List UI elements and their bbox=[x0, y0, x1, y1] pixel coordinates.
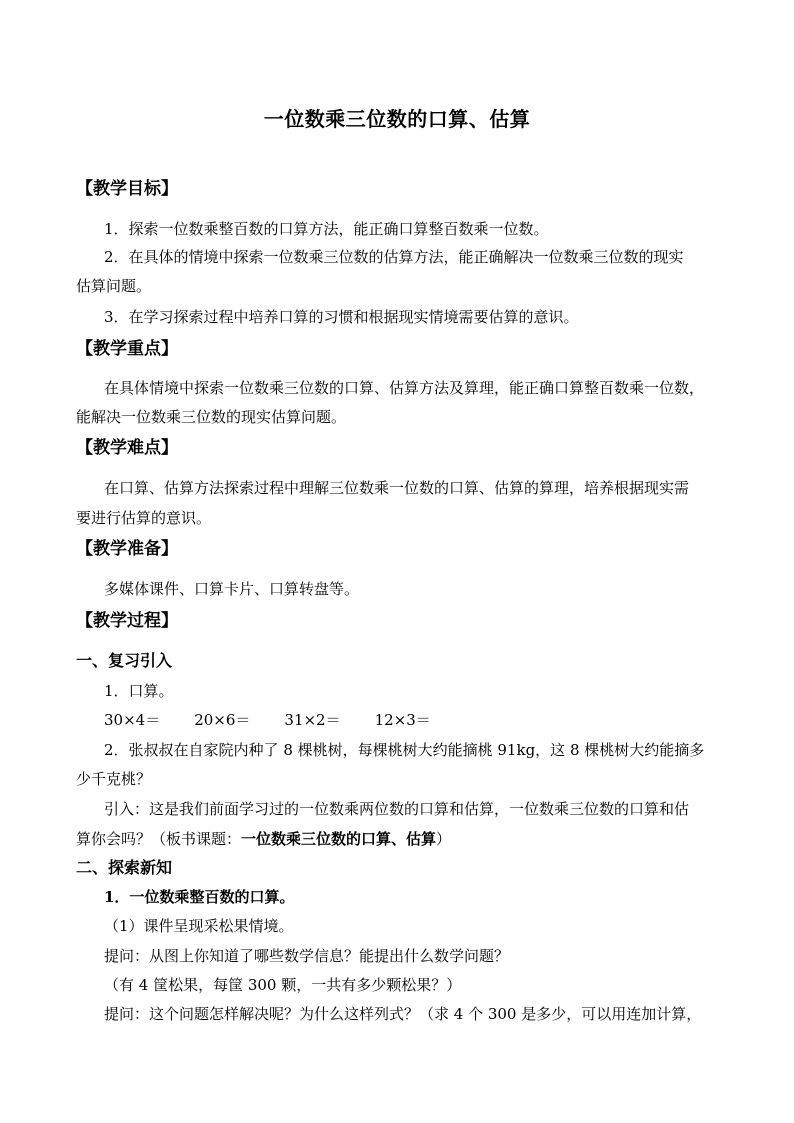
question-1: 提问：从图上你知道了哪些数学信息？能提出什么数学问题？ bbox=[104, 947, 510, 965]
exercise-1: 30×4＝ bbox=[104, 711, 161, 729]
intro-close-paren: ） bbox=[436, 830, 452, 848]
goal-item-2: 2．在具体的情境中探索一位数乘三位数的估算方法，能正确解决一位数乘三位数的现实 bbox=[104, 248, 684, 266]
difficulties-line-1: 在口算、估算方法探索过程中理解三位数乘一位数的口算、估算的算理，培养根据现实需 bbox=[104, 479, 690, 497]
exercise-row bbox=[104, 710, 465, 730]
intro-line-2 bbox=[76, 829, 451, 849]
exercise-4: 12×3＝ bbox=[374, 711, 431, 729]
preparation-text: 多媒体课件、口算卡片、口算转盘等。 bbox=[104, 580, 360, 598]
intro-line-1: 引入：这是我们前面学习过的一位数乘两位数的口算和估算，一位数乘三位数的口算和估 bbox=[104, 800, 690, 818]
review-item-2-line-2: 少千克桃？ bbox=[76, 770, 152, 788]
intro-text: 算你会吗？（板书课题： bbox=[76, 830, 242, 848]
exercise-2: 20×6＝ bbox=[194, 711, 251, 729]
key-points-line-2: 能解决一位数乘三位数的现实估算问题。 bbox=[76, 408, 347, 426]
goal-item-1: 1．探索一位数乘整百数的口算方法，能正确口算整百数乘一位数。 bbox=[104, 220, 549, 238]
section-heading-difficulties: 【教学难点】 bbox=[76, 438, 178, 458]
section-heading-goals: 【教学目标】 bbox=[76, 179, 178, 199]
review-item-2-line-1: 2．张叔叔在自家院内种了 8 棵桃树，每棵桃树大约能摘桃 91kg，这 8 棵桃树大约能摘多 bbox=[104, 741, 705, 759]
section-heading-key-points: 【教学重点】 bbox=[76, 339, 178, 359]
difficulties-line-2: 要进行估算的意识。 bbox=[76, 509, 212, 527]
answer-1: （有 4 筐松果，每筐 300 颗，一共有多少颗松果？） bbox=[104, 976, 462, 994]
explore-step-1: （1）课件呈现采松果情境。 bbox=[104, 917, 294, 935]
goal-item-2-continued: 估算问题。 bbox=[76, 277, 152, 295]
goal-item-3: 3．在学习探索过程中培养口算的习惯和根据现实情境需要估算的意识。 bbox=[104, 308, 579, 326]
explore-subheading-1: 1．一位数乘整百数的口算。 bbox=[104, 888, 295, 906]
review-item-1: 1．口算。 bbox=[104, 682, 174, 700]
section-heading-process: 【教学过程】 bbox=[76, 611, 178, 631]
exercise-3: 31×2＝ bbox=[284, 711, 341, 729]
question-2: 提问：这个问题怎样解决呢？为什么这样列式？（求 4 个 300 是多少，可以用连加计算， bbox=[104, 1005, 702, 1023]
section-heading-preparation: 【教学准备】 bbox=[76, 539, 178, 559]
board-topic: 一位数乘三位数的口算、估算 bbox=[241, 830, 437, 848]
part-heading-explore: 二、探索新知 bbox=[76, 858, 173, 877]
part-heading-review: 一、复习引入 bbox=[76, 651, 173, 670]
page-title: 一位数乘三位数的口算、估算 bbox=[263, 107, 531, 131]
key-points-line-1: 在具体情境中探索一位数乘三位数的口算、估算方法及算理，能正确口算整百数乘一位数， bbox=[104, 379, 705, 397]
